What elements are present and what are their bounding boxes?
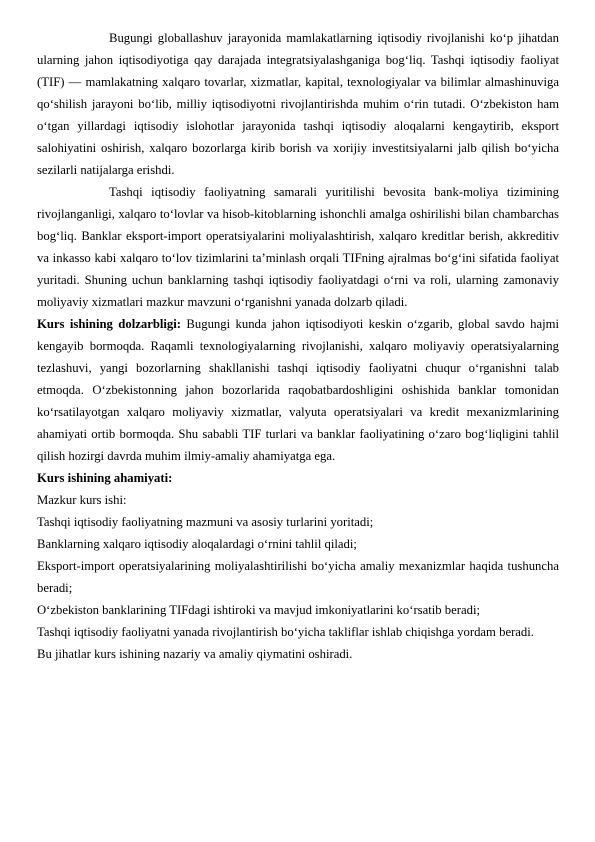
paragraph-banking-system: Tashqi iqtisodiy faoliyatning samarali yuritilishi bevosita bank-moliya tizimining rivojlanganligi, xalqaro to‘lovlar va hisob-kitoblarning ishonchli amalga oshirilishi bilan chambarchas bog‘liq. Banklar eksport-import operatsiyalarini moliyalashtirish, xalqaro kreditlar berish, akkreditiv va inkasso kabi xalqaro to‘lov tizimlarini ta’minlash orqali TIFning ajralmas bo‘g‘ini sifatida faoliyat yuritadi. Shuning uchun banklarning tashqi iqtisodiy faoliyatdagi o‘rni va roli, ularning zamonaviy moliyaviy xizmatlari mazkur mavzuni o‘rganishni yanada dolzarb qiladi.: [37, 185, 559, 309]
document-page: [37, 27, 559, 665]
closing-sentence: Bu jihatlar kurs ishining nazariy va amaliy qiymatini oshiradi.: [37, 647, 353, 661]
list-item: Tashqi iqtisodiy faoliyatning mazmuni va asosiy turlarini yoritadi;: [37, 515, 374, 529]
list-item: Eksport-import operatsiyalarining moliyalashtirilishi bo‘yicha amaliy mexanizmlar haqida tushuncha beradi;: [37, 559, 559, 595]
list-item: Banklarning xalqaro iqtisodiy aloqalardagi o‘rnini tahlil qiladi;: [37, 537, 357, 551]
significance-heading: Kurs ishining ahamiyati:: [37, 471, 173, 485]
list-item: O‘zbekiston banklarining TIFdagi ishtiroki va mavjud imkoniyatlarini ko‘rsatib beradi;: [37, 603, 481, 617]
relevance-heading: Kurs ishining dolzarbligi:: [37, 317, 182, 331]
relevance-body: Bugungi kunda jahon iqtisodiyoti keskin o‘zgarib, global savdo hajmi kengayib bormoqda. Raqamli texnologiyalarning rivojlanishi, xalqaro moliyaviy operatsiyalarning tezlashuvi, yangi bozorlarning shakllanishi tashqi iqtisodiy faoliyatni chuqur o‘rganishni talab etmoqda. O‘zbekistonning jahon bozorlarida raqobatbardoshligini oshishida banklar tomonidan ko‘rsatilayotgan xalqaro moliyaviy xizmatlar, valyuta operatsiyalari va kredit mexanizmlarining ahamiyati ortib bormoqda. Shu sababli TIF turlari va banklar faoliyatining o‘zaro bog‘liqligini tahlil qilish hozirgi davrda muhim ilmiy-amaliy ahamiyatga ega.: [37, 317, 559, 463]
list-item: Tashqi iqtisodiy faoliyatni yanada rivojlantirish bo‘yicha takliflar ishlab chiqishga yordam beradi.: [37, 625, 534, 639]
significance-intro: Mazkur kurs ishi:: [37, 493, 127, 507]
paragraph-relevance: [37, 313, 559, 467]
paragraph-globalization: Bugungi globallashuv jarayonida mamlakatlarning iqtisodiy rivojlanishi ko‘p jihatdan ularning jahon iqtisodiyotiga qay darajada integratsiyalashganiga bog‘liq. Tashqi iqtisodiy faoliyat (TIF) — mamlakatning xalqaro tovarlar, xizmatlar, kapital, texnologiyalar va bilimlar almashinuviga qo‘shilish jarayoni bo‘lib, milliy iqtisodiyotni rivojlantirishda muhim o‘rin tutadi. O‘zbekiston ham o‘tgan yillardagi iqtisodiy islohotlar jarayonida tashqi iqtisodiy aloqalarni kengaytirib, eksport salohiyatini oshirish, xalqaro bozorlarga kirib borish va xorijiy investitsiyalarni jalb qilish bo‘yicha sezilarli natijalarga erishdi.: [37, 31, 559, 177]
